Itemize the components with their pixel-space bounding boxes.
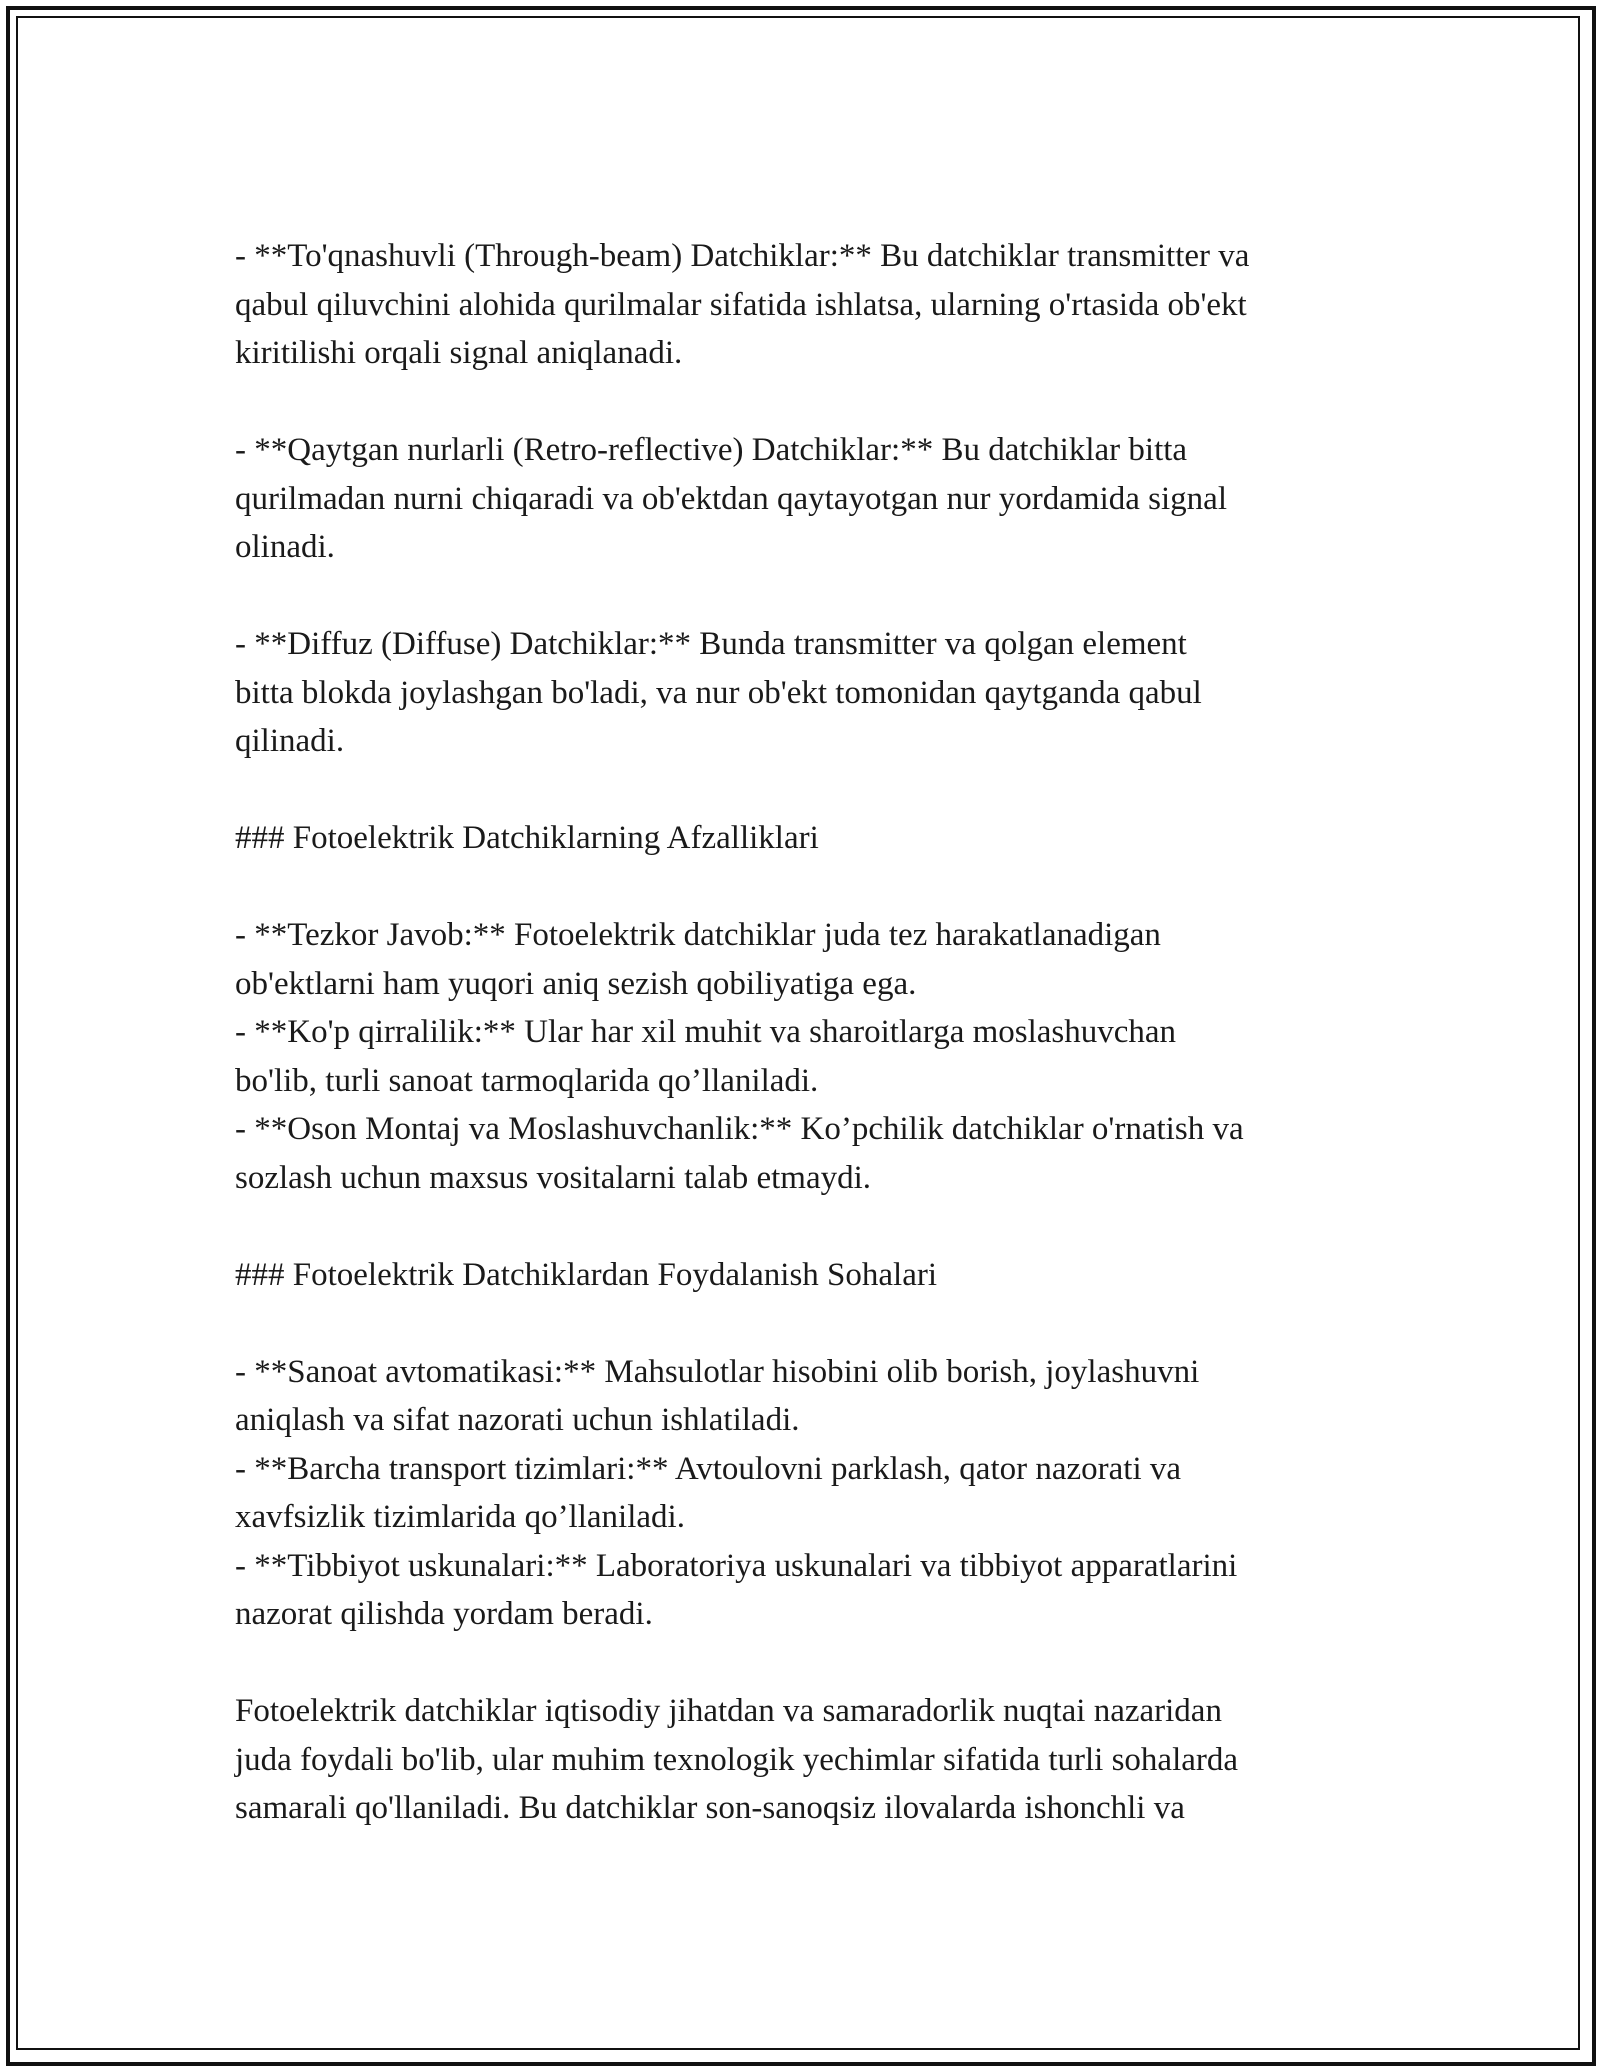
document-body [235,232,1395,1833]
text-line: qilinadi. [235,723,345,759]
text-line: - **Diffuz (Diffuse) Datchiklar:** Bunda transmitter va qolgan element [235,626,1187,662]
list-item-diffuse [235,620,1395,766]
text-line: xavfsizlik tizimlarida qo’llaniladi. [235,1499,685,1535]
advantages-list [235,911,1395,1202]
paragraph-gap [235,1299,1395,1348]
conclusion-paragraph [235,1687,1395,1833]
text-line: bo'lib, turli sanoat tarmoqlarida qo’llaniladi. [235,1062,819,1099]
text-line: - **Sanoat avtomatikasi:** Mahsulotlar hisobini olib borish, joylashuvni [235,1353,1200,1390]
text-line: - **Tezkor Javob:** Fotoelektrik datchiklar juda tez harakatlanadigan [235,917,1161,953]
applications-list [235,1348,1395,1639]
list-item-retro-reflective [235,426,1395,572]
text-line: bitta blokda joylashgan bo'ladi, va nur ob'ekt tomonidan qaytganda qabul [235,674,1202,711]
paragraph-gap [235,572,1395,621]
paragraph-gap [235,1639,1395,1688]
text-line: sozlash uchun maxsus vositalarni talab etmaydi. [235,1159,872,1196]
text-line: samarali qo'llaniladi. Bu datchiklar son-sanoqsiz ilovalarda ishonchli va [235,1790,1185,1826]
heading-line: ### Fotoelektrik Datchiklarning Afzalliklari [235,820,819,856]
paragraph-gap [235,1202,1395,1251]
text-line: qurilmadan nurni chiqaradi va ob'ektdan qaytayotgan nur yordamida signal [235,480,1227,517]
text-line: kiritilishi orqali signal aniqlanadi. [235,335,683,371]
paragraph-gap [235,378,1395,427]
paragraph-gap [235,863,1395,912]
text-line: aniqlash va sifat nazorati uchun ishlatiladi. [235,1402,800,1438]
text-line: Fotoelektrik datchiklar iqtisodiy jihatdan va samaradorlik nuqtai nazaridan [235,1693,1222,1729]
text-line: - **Barcha transport tizimlari:** Avtoulovni parklash, qator nazorati va [235,1450,1182,1487]
text-line: nazorat qilishda yordam beradi. [235,1596,653,1632]
text-line: - **Qaytgan nurlarli (Retro-reflective) Datchiklar:** Bu datchiklar bitta [235,432,1188,468]
section-heading-applications [235,1251,1395,1300]
list-item-through-beam [235,232,1395,378]
paragraph-gap [235,766,1395,815]
text-line: qabul qiluvchini alohida qurilmalar sifatida ishlatsa, ularning o'rtasida ob'ekt [235,286,1247,323]
text-line: ob'ektlarni ham yuqori aniq sezish qobiliyatiga ega. [235,965,917,1002]
text-line: olinadi. [235,529,335,565]
text-line: - **Ko'p qirralilik:** Ular har xil muhit va sharoitlarga moslashuvchan [235,1014,1177,1050]
text-line: - **Tibbiyot uskunalari:** Laboratoriya uskunalari va tibbiyot apparatlarini [235,1547,1238,1584]
heading-line: ### Fotoelektrik Datchiklardan Foydalanish Sohalari [235,1256,938,1293]
text-line: juda foydali bo'lib, ular muhim texnologik yechimlar sifatida turli sohalarda [235,1741,1239,1778]
text-line: - **Oson Montaj va Moslashuvchanlik:** Ko’pchilik datchiklar o'rnatish va [235,1111,1244,1147]
section-heading-advantages [235,814,1395,863]
text-line: - **To'qnashuvli (Through-beam) Datchiklar:** Bu datchiklar transmitter va [235,238,1250,274]
